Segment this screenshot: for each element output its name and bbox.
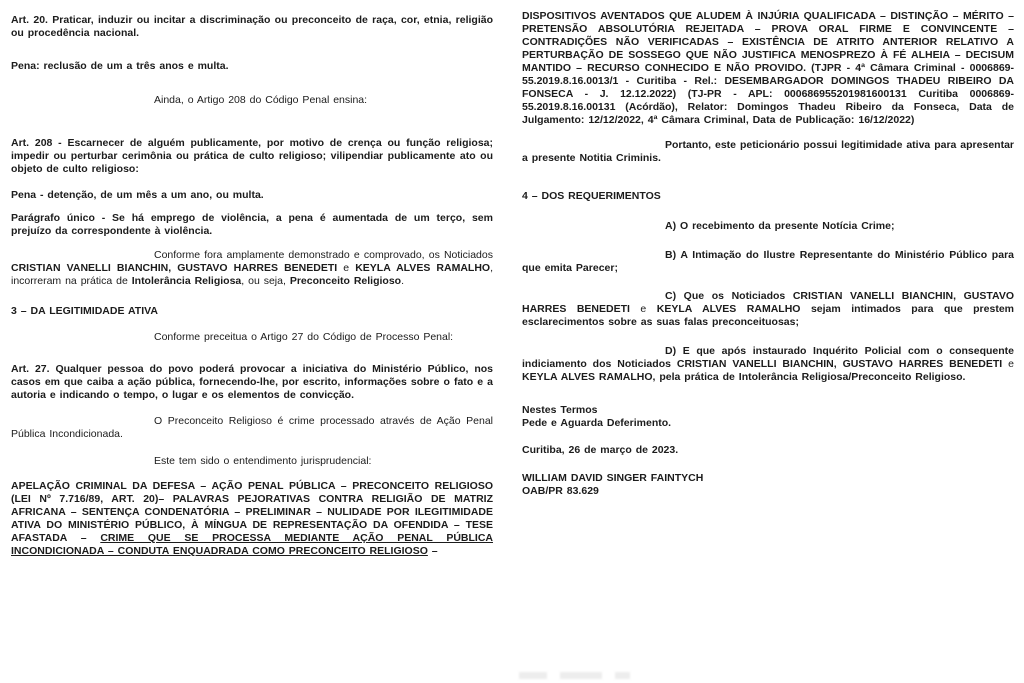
text-run: B) A Intimação do Ilustre Representante do Ministério Público para que emita Parecer; bbox=[522, 249, 1014, 274]
text-run: C) Que os Noticiados CRISTIAN VANELLI BIANCHIN, GUSTAVO HARRES BENEDETI bbox=[522, 290, 1014, 315]
text-run: D) E que após instaurado Inquérito Policial com o consequente indiciamento dos Noticiados CRISTIAN VANELLI BIANCHIN, GUSTAVO HARRES BENEDETI bbox=[522, 345, 1014, 370]
cutoff-text-bottom-edge bbox=[519, 672, 630, 679]
text-run: Intolerância Religiosa bbox=[131, 275, 242, 287]
para-conforme-preceitua bbox=[11, 331, 493, 344]
text-run: DISPOSITIVOS AVENTADOS QUE ALUDEM À INJÚRIA QUALIFICADA – DISTINÇÃO – MÉRITO – PRETENSÃO ABSOLUTÓRIA REJEITADA – PROVA ORAL FIRME E CONVINCENTE – CONTRADIÇÕES NÃO VERIFICADAS – EXISTÊNCIA DE ATRITO ANTERIOR RELATIVO A PERTURBAÇÃO DE SOSSEGO QUE NÃO JUSTIFICA MENOSPREZO À FÉ ALHEIA – DECISUM MANTIDO – RECURSO CONHECIDO E NÃO PROVIDO. (TJPR - 4ª Câmara Criminal - 0006869-55.2019.8.16.0013/1 - Curitiba - Rel.: DESEMBARGADOR DOMINGOS THADEU RIBEIRO DA FONSECA - J. 12.12.2022) (TJ-PR - APL: 000686955201981600131 Curitiba 0006869-55.2019.8.16.00131 (Acórdão), Relator: Domingos Thadeu Ribeiro da Fonseca, Data de Julgamento: 12/12/2022, 4ª Câmara Criminal, Data de Publicação: 16/12/2022) bbox=[522, 10, 1014, 126]
text-run: Este tem sido o entendimento jurisprudencial: bbox=[154, 455, 372, 467]
text-run: Curitiba, 26 de março de 2023. bbox=[522, 444, 679, 456]
quote-art-208 bbox=[11, 137, 493, 176]
text-run: CRISTIAN VANELLI BIANCHIN, GUSTAVO HARRES BENEDETI bbox=[11, 262, 338, 274]
text-run: , ou seja, bbox=[241, 275, 290, 287]
text-run: e bbox=[1002, 358, 1014, 370]
text-run: Conforme fora amplamente demonstrado e comprovado, os Noticiados bbox=[154, 249, 493, 261]
text-run: Art. 20. Praticar, induzir ou incitar a discriminação ou preconceito de raça, cor, etnia, religião ou procedência nacional. bbox=[11, 14, 493, 39]
text-run: Pena: reclusão de um a três anos e multa. bbox=[11, 60, 229, 72]
quote-paragrafo-unico bbox=[11, 212, 493, 238]
text-run: KEYLA ALVES RAMALHO, pela prática de Intolerância Religiosa/Preconceito Religioso. bbox=[522, 371, 966, 383]
text-run: – bbox=[427, 545, 438, 557]
text-run: Conforme preceitua o Artigo 27 do Código de Processo Penal: bbox=[154, 331, 454, 343]
text-run: Preconceito Religioso bbox=[289, 275, 402, 287]
quote-jurisprudencia-continuacao bbox=[522, 10, 1014, 127]
text-run: APELAÇÃO CRIMINAL DA DEFESA – AÇÃO PENAL PÚBLICA – PRECONCEITO RELIGIOSO (LEI Nº 7.716/89, ART. 20)– PALAVRAS PEJORATIVAS CONTRA RELIGIÃO DE MATRIZ AFRICANA – SENTENÇA CONDENATÓRIA – PRELIMINAR – NULIDADE POR ILEGITIMIDADE ATIVA DO MINISTÉRIO PÚBLICO, À MÍNGUA DE REPRESENTAÇÃO DA OFENDIDA – TESE AFASTADA – bbox=[11, 480, 493, 544]
text-run: CRIME QUE SE PROCESSA MEDIANTE AÇÃO PENAL PÚBLICA INCONDICIONADA – CONDUTA ENQUADRADA COMO PRECONCEITO RELIGIOSO bbox=[11, 532, 493, 557]
para-entendimento-jurisprudencial bbox=[11, 455, 493, 468]
closing-nestes-termos bbox=[522, 404, 1014, 430]
para-ainda-artigo-208 bbox=[11, 94, 493, 107]
text-run: Art. 208 - Escarnecer de alguém publicamente, por motivo de crença ou função religiosa; impedir ou perturbar cerimônia ou prática de culto religioso; vilipendiar publicamente ato ou objeto de culto religioso: bbox=[11, 137, 493, 175]
text-run: e bbox=[629, 303, 657, 315]
text-run: , incorreram na prática de bbox=[11, 262, 493, 287]
heading-dos-requerimentos bbox=[522, 190, 1014, 203]
item-c-intimacao-noticiados bbox=[522, 290, 1014, 329]
text-run: KEYLA ALVES RAMALHO sejam intimados para que prestem esclarecimentos sobre as suas falas preconceituosas; bbox=[522, 303, 1014, 328]
text-run: Pede e Aguarda Deferimento. bbox=[522, 417, 672, 429]
text-run: 3 – DA LEGITIMIDADE ATIVA bbox=[11, 305, 158, 317]
text-run: e bbox=[337, 262, 356, 274]
text-run: A) O recebimento da presente Notícia Crime; bbox=[665, 220, 895, 232]
quote-pena-art-208 bbox=[11, 189, 493, 202]
text-run: Portanto, este peticionário possui legitimidade ativa para apresentar a presente Notitia Criminis. bbox=[522, 139, 1014, 164]
text-run: . bbox=[401, 275, 405, 287]
text-run: Parágrafo único - Se há emprego de violência, a pena é aumentada de um terço, sem prejuízo da correspondente à violência. bbox=[11, 212, 493, 237]
text-run: KEYLA ALVES RAMALHO bbox=[355, 262, 491, 274]
item-b-intimacao-mp bbox=[522, 249, 1014, 275]
text-run: OAB/PR 83.629 bbox=[522, 485, 599, 497]
cutoff-text-fragment bbox=[519, 672, 547, 679]
closing-data-local bbox=[522, 444, 1014, 457]
text-run: 4 – DOS REQUERIMENTOS bbox=[522, 190, 661, 202]
quote-apelacao-criminal bbox=[11, 480, 493, 558]
text-run: Nestes Termos bbox=[522, 404, 598, 416]
quote-pena-art-20 bbox=[11, 60, 493, 73]
para-conforme-demonstrado bbox=[11, 249, 493, 288]
document-page-right bbox=[512, 0, 1024, 683]
item-a-recebimento bbox=[522, 220, 1014, 233]
text-run: WILLIAM DAVID SINGER FAINTYCH bbox=[522, 472, 704, 484]
cutoff-text-fragment bbox=[615, 672, 630, 679]
item-d-inquerito-policial bbox=[522, 345, 1014, 384]
cutoff-text-fragment bbox=[560, 672, 602, 679]
signature-block bbox=[522, 472, 703, 498]
para-acao-penal-publica bbox=[11, 415, 493, 441]
para-portanto-legitimidade bbox=[522, 139, 1014, 165]
heading-legitimidade-ativa bbox=[11, 305, 493, 318]
text-run: O Preconceito Religioso é crime processado através de Ação Penal Pública Incondicionada. bbox=[11, 415, 493, 440]
quote-art-27 bbox=[11, 363, 493, 402]
text-run: Ainda, o Artigo 208 do Código Penal ensina: bbox=[154, 94, 368, 106]
text-run: Art. 27. Qualquer pessoa do povo poderá provocar a iniciativa do Ministério Público, nos casos em que caiba a ação pública, fornecendo-lhe, por escrito, informações sobre o fato e a autoria e indicando o tempo, o lugar e os elementos de convicção. bbox=[11, 363, 493, 401]
quote-art-20 bbox=[11, 14, 493, 40]
text-run: Pena - detenção, de um mês a um ano, ou multa. bbox=[11, 189, 264, 201]
